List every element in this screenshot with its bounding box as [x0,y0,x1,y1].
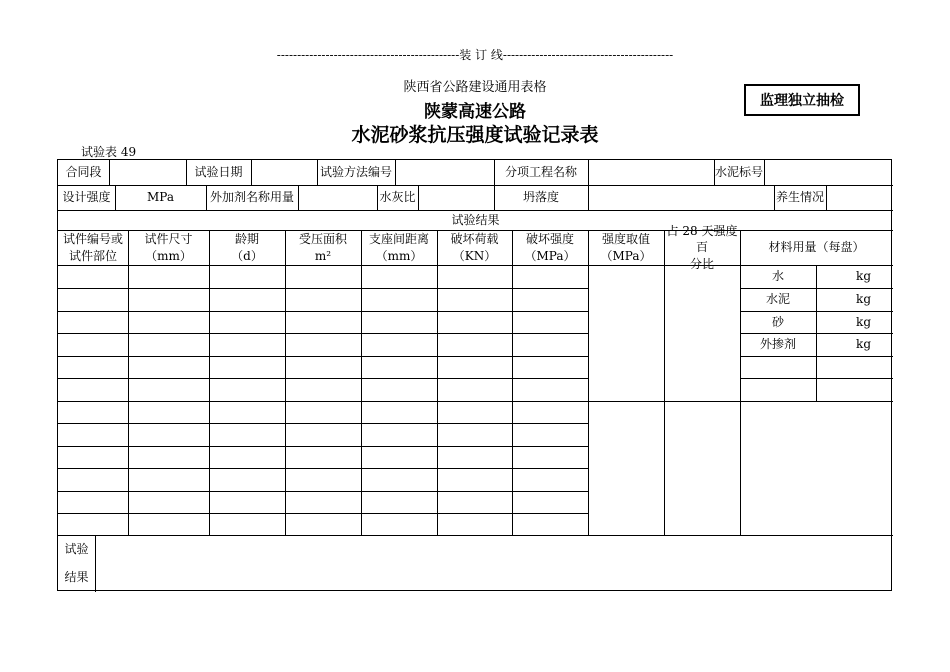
col-header-failure-strength: 破坏强度 （MPa） [524,232,576,263]
curing-value[interactable] [826,185,893,210]
wc-ratio-label: 水灰比 [379,190,416,205]
conclusion-label-bottom: 结果 [64,569,89,584]
material-name: 水泥 [765,292,790,307]
curing-label: 养生情况 [775,190,824,205]
material-unit: kg [856,269,871,284]
cement-grade-value[interactable] [764,160,893,185]
wc-ratio-value[interactable] [418,185,494,210]
col-header-support-distance: 支座间距离 （mm） [368,232,429,263]
admixture-value[interactable] [298,185,377,210]
method-value[interactable] [395,160,494,185]
slump-value[interactable] [588,185,774,210]
design-strength-label: 设计强度 [62,190,111,205]
province-form-label: 陕西省公路建设通用表格 [403,80,547,95]
col-header-strength-value: 强度取值 （MPa） [600,232,652,263]
col-header-28day-percent: 占 28 天强度百 分比 [666,224,738,271]
material-name: 水 [771,269,784,284]
col-header-age: 龄期 （d） [231,232,263,263]
supervision-stamp: 监理独立抽检 [744,84,860,116]
col-header-area: 受压面积 m² [298,232,347,263]
conclusion-label-top: 试验 [64,541,89,556]
record-sheet [57,159,892,591]
material-name: 砂 [771,314,784,329]
material-unit: kg [856,292,871,307]
admixture-label: 外加剂名称用量 [209,190,294,205]
method-label: 试验方法编号 [319,165,392,180]
col-header-materials: 材料用量（每盘） [768,240,865,255]
project-title: 陕蒙高速公路 [424,102,526,122]
cement-grade-label: 水泥标号 [714,165,763,180]
material-unit: kg [856,314,871,329]
contract-label: 合同段 [65,165,102,180]
form-title: 水泥砂浆抗压强度试验记录表 [351,124,599,146]
col-header-specimen-size: 试件尺寸 （mm） [144,232,193,263]
sub-project-value[interactable] [588,160,714,185]
material-name: 外掺剂 [759,337,796,352]
material-unit: kg [856,337,871,352]
test-date-label: 试验日期 [194,165,243,180]
form-number: 试验表 49 [81,145,137,159]
sub-project-label: 分项工程名称 [504,165,577,180]
test-date-value[interactable] [251,160,317,185]
design-strength-unit[interactable]: MPa [147,190,174,205]
col-header-failure-load: 破坏荷载 （KN） [450,232,499,263]
results-section-title: 试验结果 [451,212,500,227]
binding-line: ---------------------------------------------装 订 线------------------------------------------ [276,48,674,62]
col-header-specimen-id: 试件编号或 试件部位 [62,232,123,263]
contract-value[interactable] [109,160,186,185]
conclusion-input[interactable] [95,535,893,591]
slump-label: 坍落度 [522,190,559,205]
